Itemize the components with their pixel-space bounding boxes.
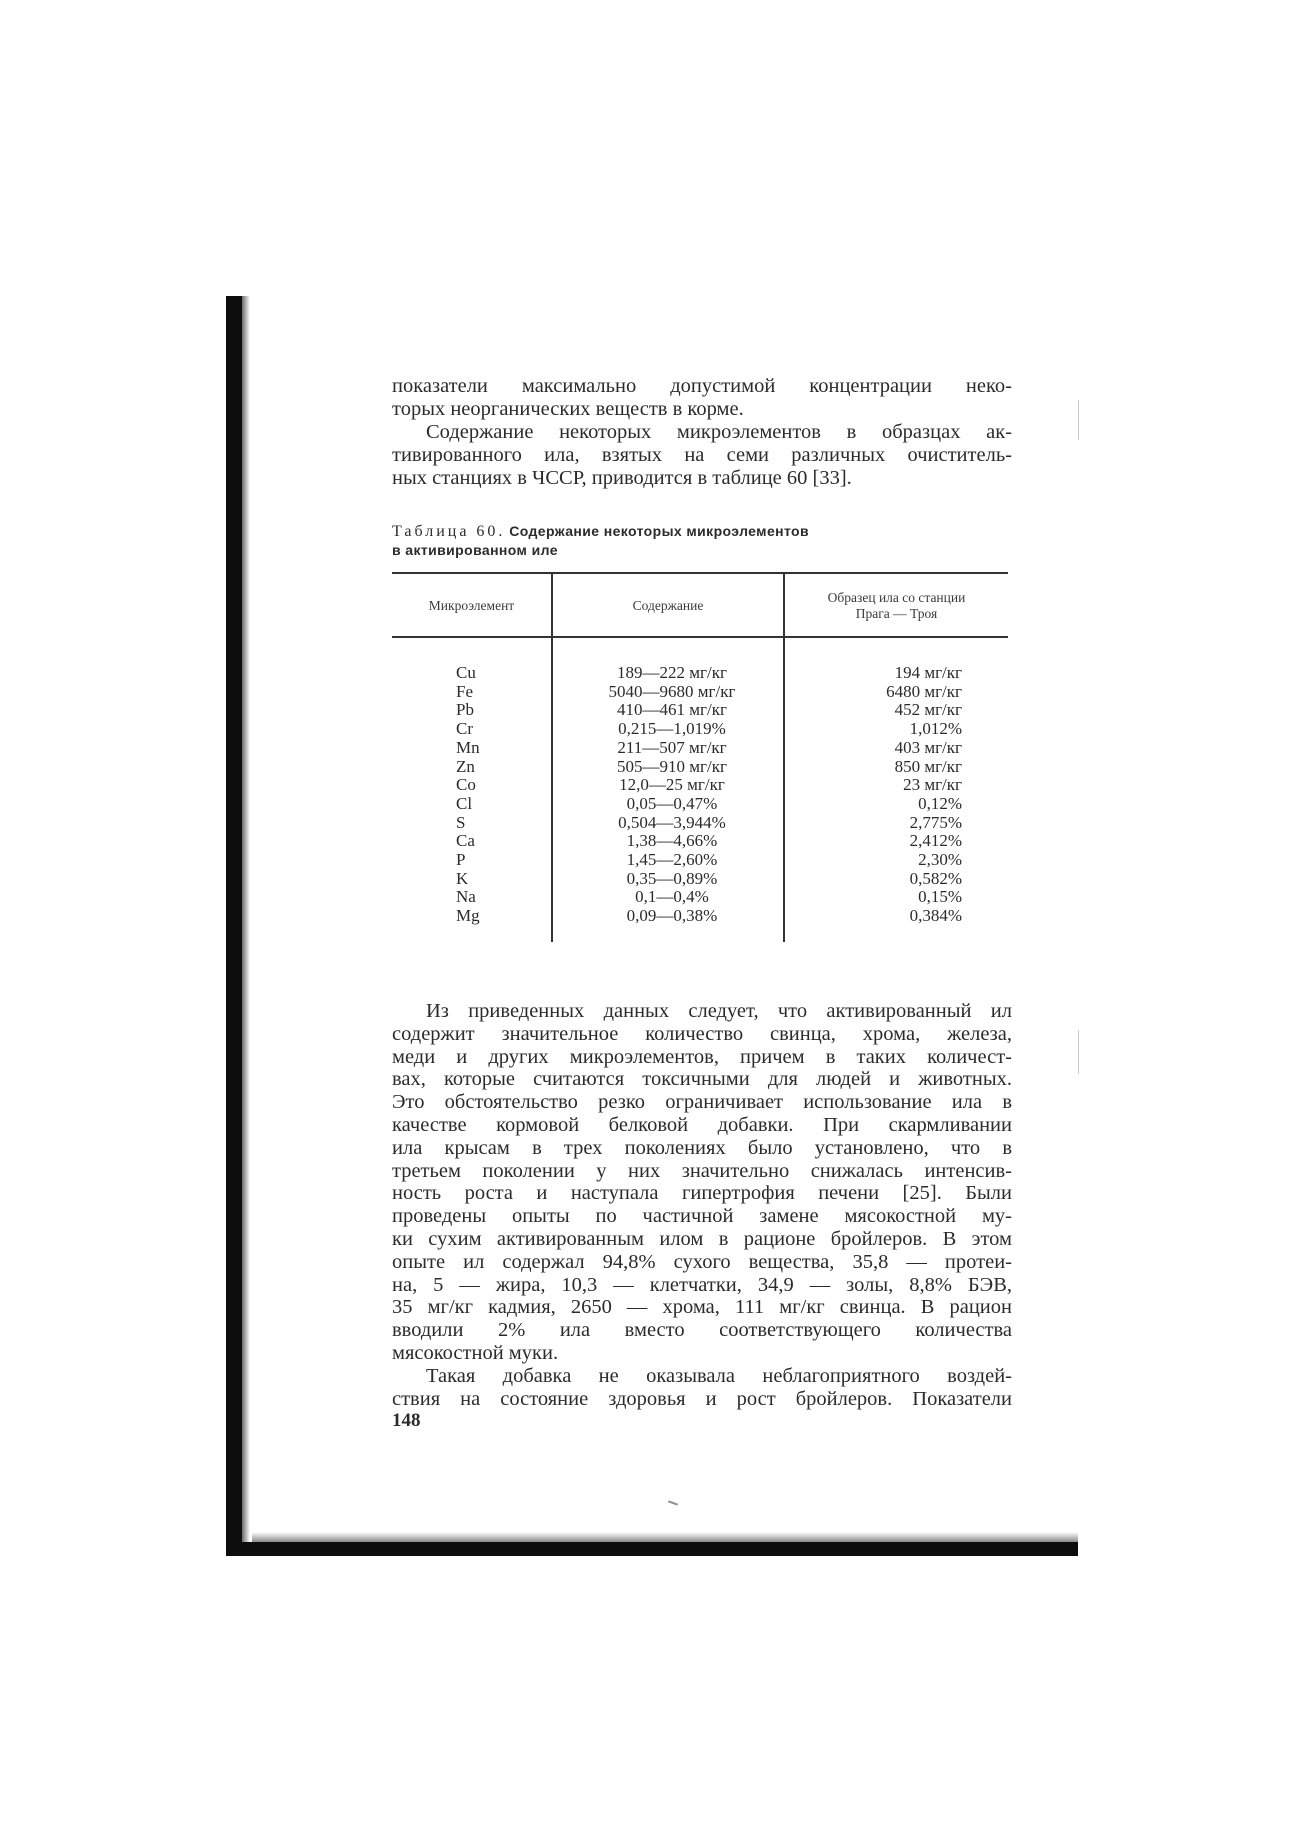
table-cell-content: 5040—9680 мг/кг [608, 681, 736, 701]
text-line: проведены опыты по частичной замене мясокостной му- [392, 1205, 1012, 1228]
text-line: на, 5 — жира, 10,3 — клетчатки, 34,9 — золы, 8,8% БЭВ, [392, 1273, 1012, 1296]
text-line: вводили 2% ила вместо соответствующего количества [392, 1319, 1012, 1342]
table-cell-sample: 194 мг/кг [894, 663, 962, 682]
table-cell-content: 0,215—1,019% [618, 719, 726, 739]
paragraph-last [392, 1365, 1012, 1411]
scan-speck [668, 1500, 678, 1505]
text-line: ных станциях в ЧССР, приводится в таблице 60 [33]. [392, 466, 852, 489]
header-sample-line: Образец ила со станции [827, 590, 966, 605]
column-sample [844, 664, 962, 926]
table-cell-content: 12,0—25 мг/кг [619, 775, 725, 795]
caption-label: Таблица 60. [392, 523, 506, 540]
table-cell-content: 189—222 мг/кг [617, 663, 727, 682]
table-cell-content: 1,45—2,60% [626, 850, 718, 870]
table-caption [392, 522, 1012, 560]
text-line: показатели максимально допустимой концентрации неко- [392, 375, 1012, 397]
text-line: ность роста и наступала гипертрофия печени [25]. Были [392, 1182, 1012, 1205]
table-cell-content: 0,35—0,89% [626, 868, 718, 888]
paragraph-main [392, 1000, 1012, 1365]
table-cell-sample: 403 мг/кг [894, 737, 962, 757]
table-cell-element: Zn [456, 756, 475, 776]
text-line: качестве кормовой белковой добавки. При скармливании [392, 1113, 1012, 1136]
text-line: Это обстоятельство резко ограничивает использование ила в [392, 1091, 1012, 1114]
table-cell-element: Fe [456, 681, 473, 701]
text-line: вах, которые считаются токсичными для людей и животных. [392, 1068, 1012, 1091]
table-cell-sample: 2,412% [909, 831, 962, 851]
text-line: опыте ил содержал 94,8% сухого вещества, 35,8 — протеи- [392, 1250, 1012, 1273]
table-header-rule [392, 636, 1008, 638]
table-cell-content: 0,504—3,944% [618, 812, 726, 832]
table-column-divider [783, 574, 785, 942]
table-cell-sample: 0,384% [909, 906, 962, 926]
header-element: Микроэлемент [428, 598, 515, 613]
table-cell-sample: 23 мг/кг [903, 775, 962, 795]
text-line: ки сухим активированным илом в рационе бройлеров. В этом [392, 1227, 1012, 1250]
page-number: 148 [392, 1410, 421, 1431]
table-cell-element: Co [456, 775, 476, 795]
table-cell-content: 0,05—0,47% [626, 793, 718, 813]
text-line: Содержание некоторых микроэлементов в образцах ак- [426, 421, 1012, 443]
text-line: тивированного ила, взятых на семи различных очиститель- [392, 443, 1012, 466]
table-cell-element: Na [456, 887, 476, 907]
scan-edge-left-shadow [242, 296, 250, 1556]
table-cell-sample: 1,012% [909, 719, 962, 739]
table-cell-element: Ca [456, 831, 475, 851]
table-cell-element: Cu [456, 663, 476, 682]
table-cell-element: P [456, 850, 466, 870]
table-cell-content: 1,38—4,66% [626, 831, 718, 851]
table-top-rule [392, 572, 1008, 574]
table-cell-content: 505—910 мг/кг [617, 756, 727, 776]
table-cell-sample: 2,30% [918, 850, 962, 870]
text-line: Такая добавка не оказывала неблагоприятного воздей- [426, 1365, 1012, 1387]
text-line: меди и других микроэлементов, причем в таких количест- [392, 1045, 1012, 1068]
caption-line [392, 541, 1012, 560]
table-column-divider [551, 574, 553, 942]
table-cell-element: S [456, 812, 466, 832]
scan-mark [1078, 400, 1079, 440]
table-cell-sample: 0,12% [918, 793, 962, 813]
table-cell-element: K [456, 868, 469, 888]
table-cell-sample: 2,775% [909, 812, 962, 832]
header-sample-line: Прага — Троя [855, 606, 938, 621]
table-cell-element: Cr [456, 719, 473, 739]
header-content: Содержание [632, 598, 704, 613]
text-line: ствия на состояние здоровья и рост бройлеров. Показатели [392, 1387, 1012, 1410]
text-line: содержит значительное количество свинца, хрома, железа, [392, 1022, 1012, 1045]
table-cell-sample: 850 мг/кг [894, 756, 962, 776]
text-line: 35 мг/кг кадмия, 2650 — хрома, 111 мг/кг свинца. В рацион [392, 1296, 1012, 1319]
column-elements [456, 664, 536, 926]
caption-title-cont: в активированном иле [392, 542, 558, 558]
table-cell-sample: 0,582% [909, 868, 962, 888]
table-cell-content: 211—507 мг/кг [617, 737, 727, 757]
text-line: ила крысам в трех поколениях было установлено, что в [392, 1136, 1012, 1159]
table-cell-content: 0,09—0,38% [626, 906, 718, 926]
table-cell-element: Pb [456, 700, 474, 720]
paragraph-intro [392, 421, 1012, 489]
caption-title: Содержание некоторых микроэлементов [509, 523, 810, 539]
column-content [572, 664, 772, 926]
table-cell-sample: 0,15% [918, 887, 962, 907]
table-cell-element: Mn [456, 737, 480, 757]
scan-edge-bottom [226, 1542, 1078, 1556]
text-line: Из приведенных данных следует, что активированный ил [426, 1000, 1012, 1022]
table-cell-element: Cl [456, 793, 473, 813]
scan-mark [1078, 1030, 1079, 1074]
scan-edge-left [226, 296, 242, 1556]
scan-edge-bottom-shadow [252, 1532, 1078, 1542]
table-cell-sample: 452 мг/кг [894, 700, 962, 720]
caption-line [392, 522, 1012, 541]
header-sample [785, 590, 1008, 622]
table-cell-content: 410—461 мг/кг [617, 700, 727, 720]
text-line: торых неорганических веществ в корме. [392, 397, 744, 420]
table-cell-sample: 6480 мг/кг [886, 681, 962, 701]
text-line: мясокостной муки. [392, 1341, 559, 1364]
table-cell-content: 0,1—0,4% [635, 887, 709, 907]
text-line: третьем поколении у них значительно снижалась интенсив- [392, 1159, 1012, 1182]
paragraph-top [392, 375, 1012, 421]
table-cell-element: Mg [456, 906, 480, 926]
